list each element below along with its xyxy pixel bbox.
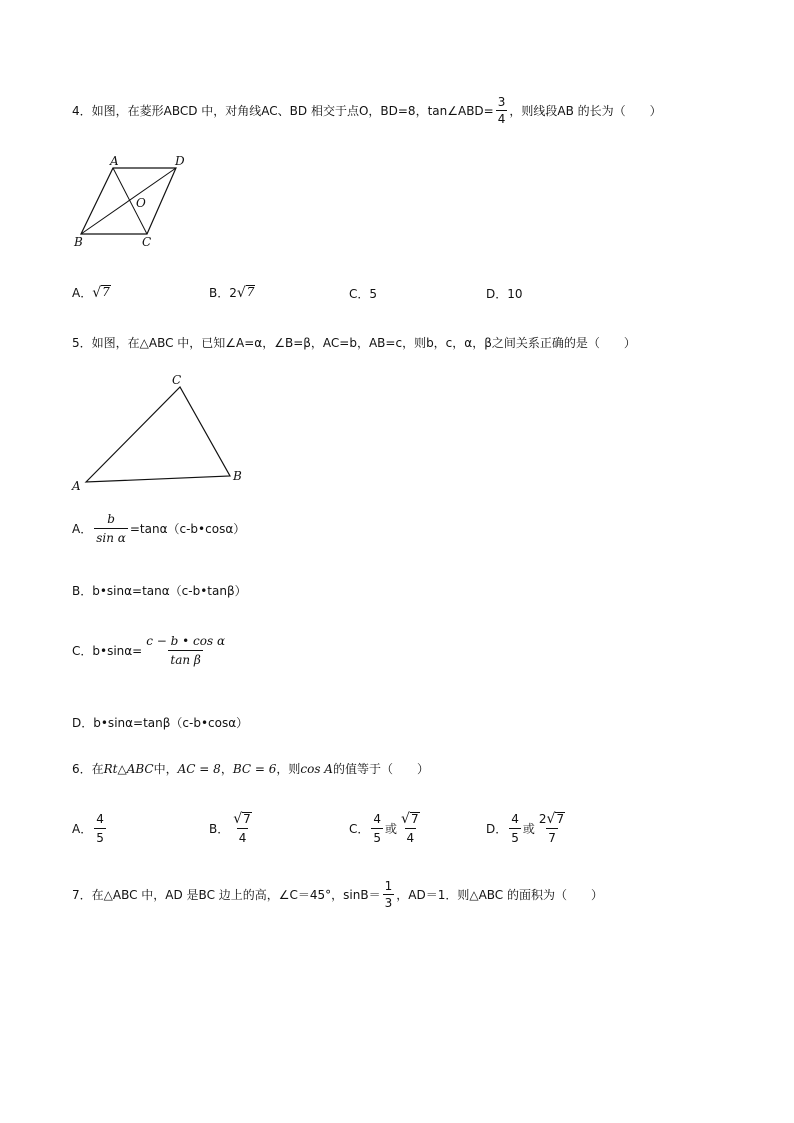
q7-stem: 7．在△ABC 中，AD 是BC 边上的高，∠C＝45°，sinB＝ $\frac{1}{3}$ ，AD＝1．则△ABC 的面积为（ ）	[72, 879, 603, 910]
q5-option-a[interactable]: A． $\frac{b}{\text{sin α}}$ =tanα（c-b•cosα）	[72, 512, 246, 545]
q6-option-b[interactable]: B． √ 7 4	[209, 812, 256, 845]
q5-option-b[interactable]: B．b•sinα=tanα（c-b•tanβ）	[72, 584, 247, 598]
q6-option-c[interactable]: C． $\frac{4}{5}$ 或 √ 7 4	[349, 812, 424, 845]
q5-c-fraction: $\frac{\text{c − b • cos α}}{\text{tan β}}$	[146, 634, 226, 667]
q4-option-a[interactable]: A． √ 7	[72, 284, 110, 301]
q4-stem-post: ，则线段AB 的长为（ ）	[509, 103, 662, 118]
q5-option-c[interactable]: C．b•sinα= $\frac{\text{c − b • cos α}}{\text{tan β}}$	[72, 634, 226, 667]
label-d: D	[175, 154, 185, 168]
q6-option-a[interactable]: A． $\frac{4}{5}$	[72, 812, 104, 845]
q4-option-d[interactable]: D．10	[486, 287, 523, 301]
q4-stem-pre: 4．如图，在菱形ABCD 中，对角线AC、BD 相交于点O，BD=8，tan∠ABD=	[72, 103, 494, 118]
label-a: A	[72, 479, 81, 493]
label-b: B	[74, 235, 83, 249]
q4-fraction: $\frac{3}{4}$	[497, 95, 506, 126]
q5-a-fraction: $\frac{b}{\text{sin α}}$	[96, 512, 126, 545]
sqrt-icon: √ 7	[546, 811, 565, 828]
label-c: C	[172, 373, 182, 387]
q4-rhombus-figure	[68, 150, 198, 250]
sqrt-icon: √ 7	[401, 811, 419, 828]
q4-option-c[interactable]: C．5	[349, 287, 378, 301]
sqrt-icon: √ 7	[236, 284, 255, 301]
q5-option-d[interactable]: D．b•sinα=tanβ（c-b•cosα）	[72, 716, 249, 730]
sqrt-icon: √ 7	[92, 284, 110, 301]
label-b: B	[233, 469, 242, 483]
q4-option-b[interactable]: B．2 √ 7	[209, 284, 255, 301]
label-c: C	[142, 235, 152, 249]
q6-stem: 6．在 Rt△ABC 中， AC = 8 ， BC = 6 ，则 cos A 的值等于（ ）	[72, 762, 429, 776]
triangle-outline	[86, 387, 230, 482]
q4-stem	[72, 96, 662, 125]
sqrt-icon: √ 7	[233, 811, 251, 828]
q7-fraction: $\frac{1}{3}$	[384, 879, 393, 910]
label-o: O	[136, 196, 146, 210]
q5-triangle-figure	[68, 370, 258, 495]
q5-stem: 5．如图，在△ABC 中，已知∠A=α，∠B=β，AC=b，AB=c，则b，c，α，β之间关系正确的是（ ）	[72, 336, 636, 350]
label-a: A	[110, 154, 119, 168]
q6-option-d[interactable]: D． $\frac{4}{5}$ 或 2 √ 7 7	[486, 811, 565, 846]
